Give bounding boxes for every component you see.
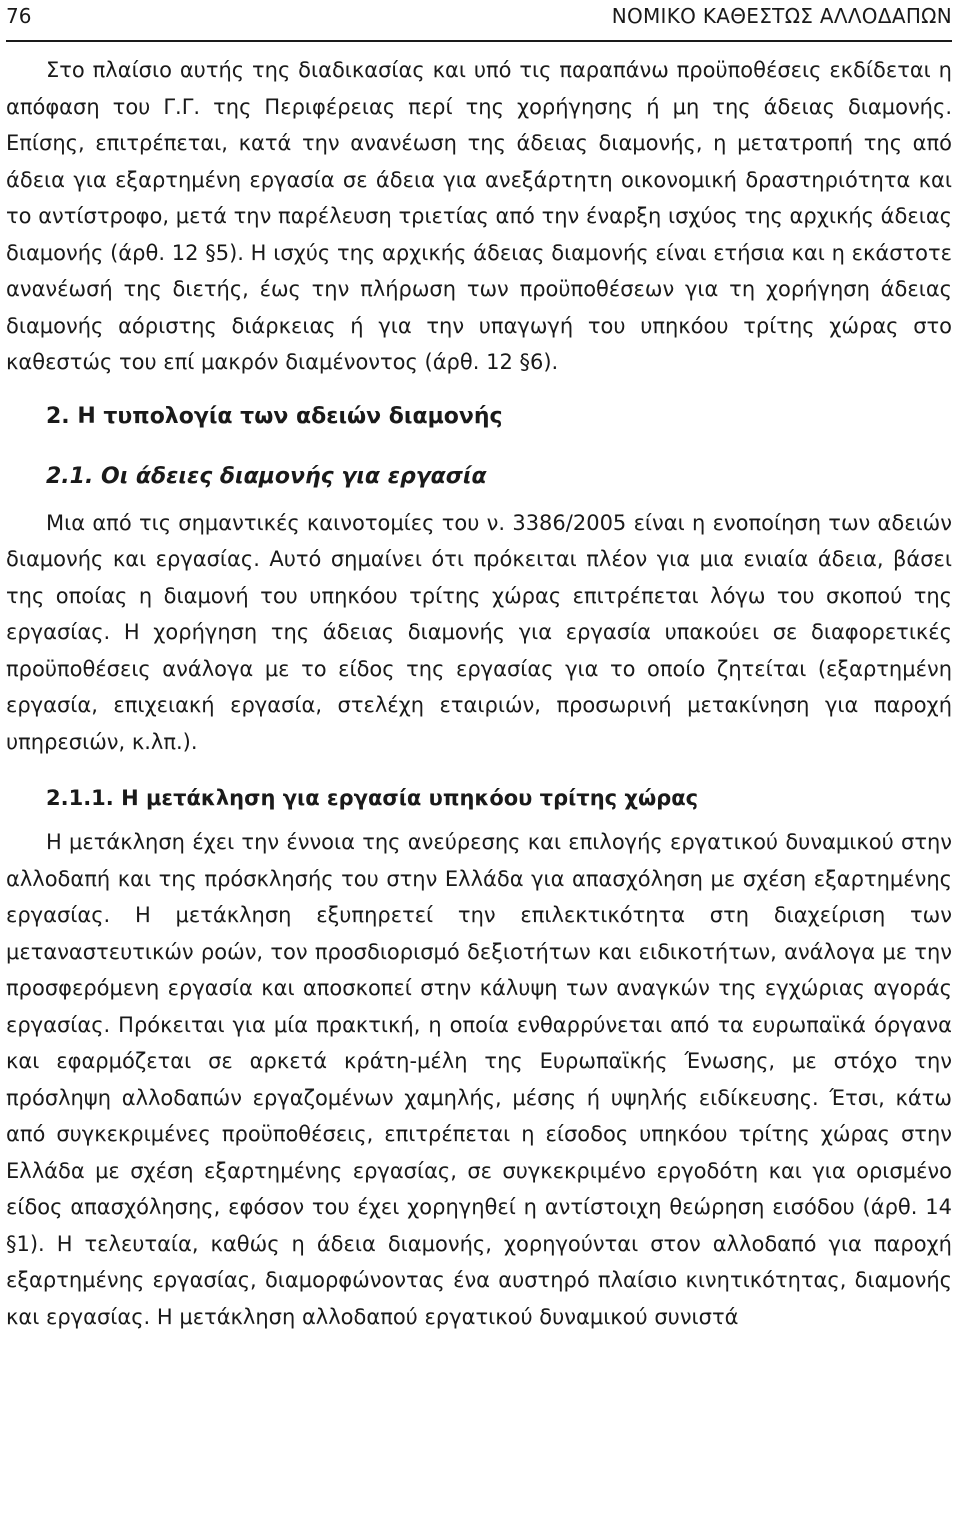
page-header [6, 0, 952, 42]
page-body [6, 52, 952, 1335]
paragraph-recruitment-definition: Η μετάκληση έχει την έννοια της ανεύρεσης και επιλογής εργατικού δυναμικού στην αλλοδαπή και της πρόσκλησής του στην Ελλάδα για απασχόληση με σχέση εξαρτημένης εργασίας. Η μετάκληση εξυπηρετεί την επιλεκτικότητα στη διαχείριση των μεταναστευτικών ροών, τον προσδιορισμό δεξιοτήτων και ειδικοτήτων, ανάλογα με την προσφερόμενη εργασία και αποσκοπεί στην κάλυψη των αναγκών της εγχώριας αγοράς εργασίας. Πρόκειται για μία πρακτική, η οποία ενθαρρύνεται από τα ευρωπαϊκά όργανα και εφαρμόζεται σε αρκετά κράτη-μέλη της Ευρωπαϊκής Ένωσης, με στόχο την πρόσληψη αλλοδαπών εργαζομένων χαμηλής, μέσης ή υψηλής ειδίκευσης. Έτσι, κάτω από συγκεκριμένες προϋποθέσεις, επιτρέπεται η είσοδος υπηκόου τρίτης χώρας στην Ελλάδα με σχέση εξαρτημένης εργασίας, σε συγκεκριμένο εργοδότη και για ορισμένο είδος απασχόλησης, εφόσον του έχει χορηγηθεί η αντίστοιχη θεώρηση εισόδου (άρθ. 14 §1). Η τελευταία, καθώς η άδεια διαμονής, χορηγούνται στον αλλοδαπό για παροχή εξαρτημένης εργασίας, διαμορφώνοντας ένα αυστηρό πλαίσιο κινητικότητας, διαμονής και εργασίας. Η μετάκληση αλλοδαπού εργατικού δυναμικού συνιστά [6, 830, 952, 1329]
subsubsection-heading-work-recruitment: 2.1.1. Η μετάκληση για εργασία υπηκόου τρίτης χώρας [46, 786, 699, 810]
section-heading-permit-typology: 2. Η τυπολογία των αδειών διαμονής [46, 403, 503, 429]
page-number: 76 [6, 4, 32, 28]
running-head: ΝΟΜΙΚΟ ΚΑΘΕΣΤΩΣ ΑΛΛΟΔΑΠΩΝ [611, 4, 952, 28]
paragraph-permit-unification: Μια από τις σημαντικές καινοτομίες του ν. 3386/2005 είναι η ενοποίηση των αδειών διαμονής και εργασίας. Αυτό σημαίνει ότι πρόκειται πλέον για μια ενιαία άδεια, βάσει της οποίας η διαμονή του υπηκόου τρίτης χώρας επιτρέπεται λόγω του σκοπού της εργασίας. Η χορήγηση της άδειας διαμονής για εργασία υπακούει σε διαφορετικές προϋποθέσεις ανάλογα με το είδος της εργασίας για το οποίο ζητείται (εξαρτημένη εργασία, επιχειακή εργασία, στελέχη εταιριών, προσωρινή μετακίνηση για παροχή υπηρεσιών, κ.λπ.). [6, 510, 952, 754]
subsection-heading-work-permits: 2.1. Οι άδειες διαμονής για εργασία [46, 463, 487, 489]
paragraph-residence-permit-procedure: Στο πλαίσιο αυτής της διαδικασίας και υπό τις παραπάνω προϋποθέσεις εκδίδεται η απόφαση του Γ.Γ. της Περιφέρειας περί της χορήγησης ή μη της άδειας διαμονής. Επίσης, επιτρέπεται, κατά την ανανέωση της άδειας διαμονής, η μετατροπή της από άδεια για εξαρτημένη εργασία σε άδεια για ανεξάρτητη οικονομική δραστηριότητα και το αντίστροφο, μετά την παρέλευση τριετίας από την έναρξη ισχύος της αρχικής άδειας διαμονής (άρθ. 12 §5). Η ισχύς της αρχικής άδειας διαμονής είναι ετήσια και η εκάστοτε ανανέωσή της διετής, έως την πλήρωση των προϋποθέσεων για τη χορήγηση άδειας διαμονής αόριστης διάρκειας ή για την υπαγωγή του υπηκόου τρίτης χώρας στο καθεστώς του επί μακρόν διαμένοντος (άρθ. 12 §6). [6, 58, 952, 374]
